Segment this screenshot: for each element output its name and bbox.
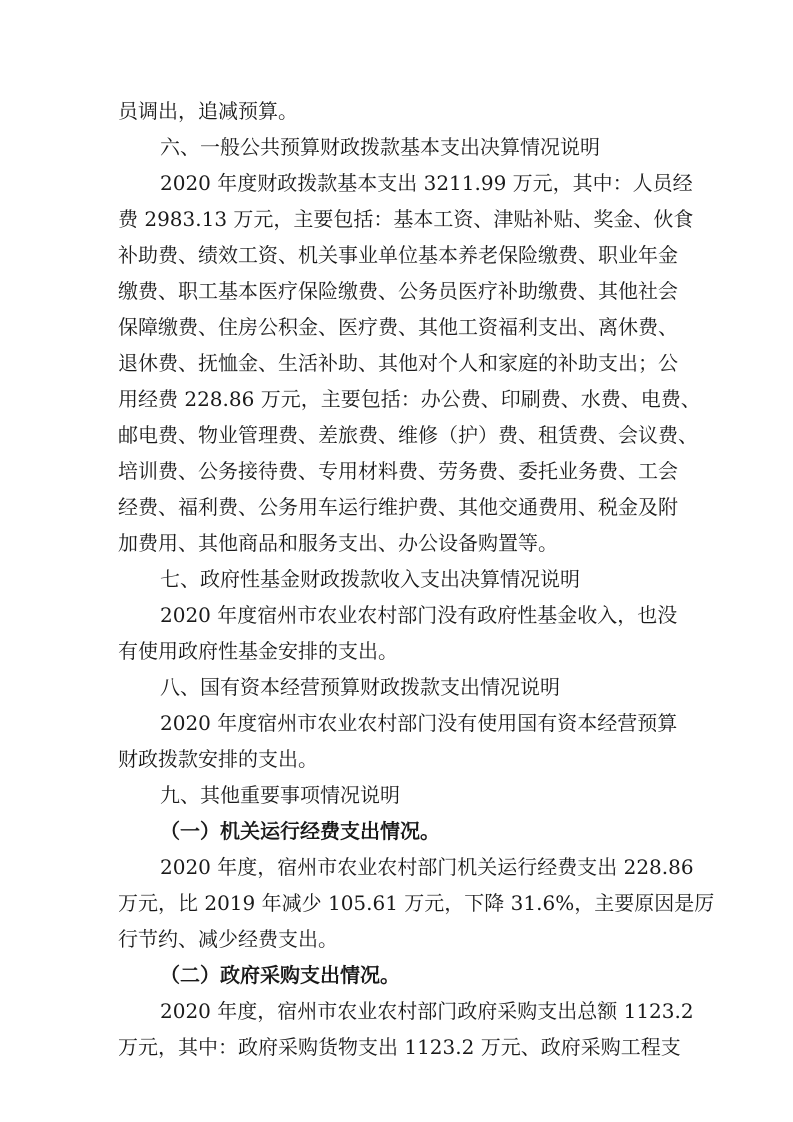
body-line: 培训费、公务接待费、专用材料费、劳务费、委托业务费、工会: [118, 459, 678, 483]
body-line: 有使用政府性基金安排的支出。: [118, 639, 398, 663]
body-line: 员调出，追减预算。: [118, 99, 298, 123]
body-line: 退休费、抚恤金、生活补助、其他对个人和家庭的补助支出；公: [118, 351, 678, 375]
body-line: 缴费、职工基本医疗保险缴费、公务员医疗补助缴费、其他社会: [118, 279, 678, 303]
section-heading-8: 八、国有资本经营预算财政拨款支出情况说明: [160, 675, 560, 699]
section-heading-6: 六、一般公共预算财政拨款基本支出决算情况说明: [160, 135, 600, 159]
body-line: 保障缴费、住房公积金、医疗费、其他工资福利支出、离休费、: [118, 315, 678, 339]
section-heading-9: 九、其他重要事项情况说明: [160, 783, 400, 807]
body-line: 用经费 228.86 万元，主要包括：办公费、印刷费、水费、电费、: [118, 387, 701, 411]
body-line: 邮电费、物业管理费、差旅费、维修（护）费、租赁费、会议费、: [118, 423, 698, 447]
section-heading-7: 七、政府性基金财政拨款收入支出决算情况说明: [160, 567, 580, 591]
body-line: 加费用、其他商品和服务支出、办公设备购置等。: [118, 531, 558, 555]
subsection-heading-1: （一）机关运行经费支出情况。: [160, 819, 440, 843]
body-line: 补助费、绩效工资、机关事业单位基本养老保险缴费、职业年金: [118, 243, 678, 267]
body-line: 万元，其中：政府采购货物支出 1123.2 万元、政府采购工程支: [118, 1035, 681, 1059]
body-line: 2020 年度财政拨款基本支出 3211.99 万元，其中：人员经: [160, 171, 693, 195]
body-line: 行节约、减少经费支出。: [118, 927, 338, 951]
body-line: 2020 年度，宿州市农业农村部门机关运行经费支出 228.86: [160, 855, 694, 879]
body-line: 经费、福利费、公务用车运行维护费、其他交通费用、税金及附: [118, 495, 678, 519]
body-line: 2020 年度宿州市农业农村部门没有政府性基金收入，也没: [160, 603, 678, 627]
body-line: 2020 年度宿州市农业农村部门没有使用国有资本经营预算: [160, 711, 678, 735]
body-line: 费 2983.13 万元，主要包括：基本工资、津贴补贴、奖金、伙食: [118, 207, 694, 231]
body-line: 2020 年度，宿州市农业农村部门政府采购支出总额 1123.2: [160, 999, 694, 1023]
subsection-heading-2: （二）政府采购支出情况。: [160, 963, 400, 987]
body-line: 万元，比 2019 年减少 105.61 万元，下降 31.6%，主要原因是厉: [118, 891, 715, 915]
body-line: 财政拨款安排的支出。: [118, 747, 318, 771]
